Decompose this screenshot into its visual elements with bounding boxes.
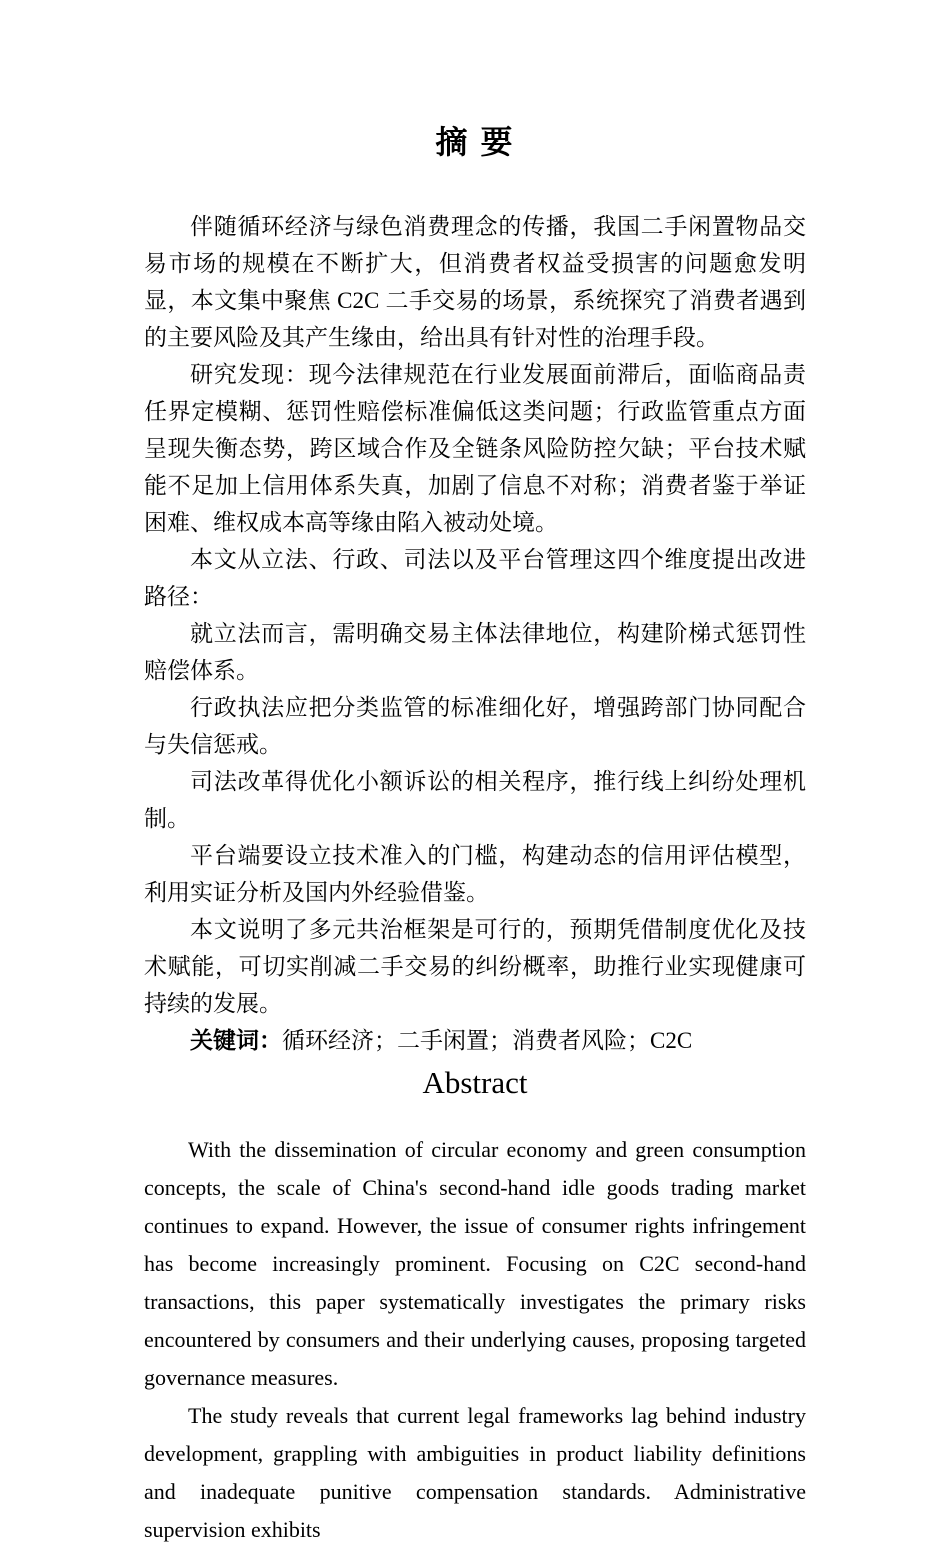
cn-paragraph: 平台端要设立技术准入的门槛，构建动态的信用评估模型，利用实证分析及国内外经验借鉴。 xyxy=(144,843,806,905)
cn-paragraph: 就立法而言，需明确交易主体法律地位，构建阶梯式惩罚性赔偿体系。 xyxy=(144,621,806,683)
english-abstract-title: Abstract xyxy=(422,1065,528,1100)
chinese-abstract-body xyxy=(144,208,806,1059)
cn-paragraph: 研究发现：现今法律规范在行业发展面前滞后，面临商品责任界定模糊、惩罚性赔偿标准偏低这类问题；行政监管重点方面呈现失衡态势，跨区域合作及全链条风险防控欠缺；平台技术赋能不足加上信用体系失真，加剧了信息不对称；消费者鉴于举证困难、维权成本高等缘由陷入被动处境。 xyxy=(144,362,806,535)
en-paragraph: The study reveals that current legal frameworks lag behind industry development, grappling with ambiguities in product liability definitions and inadequate punitive compensation standards. Administrative supervision exhibits xyxy=(144,1402,806,1542)
cn-paragraph: 伴随循环经济与绿色消费理念的传播，我国二手闲置物品交易市场的规模在不断扩大，但消费者权益受损害的问题愈发明显，本文集中聚焦 C2C 二手交易的场景，系统探究了消费者遇到的主要风险及其产生缘由，给出具有针对性的治理手段。 xyxy=(144,214,806,350)
cn-paragraph: 司法改革得优化小额诉讼的相关程序，推行线上纠纷处理机制。 xyxy=(144,769,806,831)
en-paragraph: With the dissemination of circular economy and green consumption concepts, the scale of China's second-hand idle goods trading market continues to expand. However, the issue of consumer rights infringement has become increasingly prominent. Focusing on C2C second-hand transactions, this paper systematically investigates the primary risks encountered by consumers and their underlying causes, proposing targeted governance measures. xyxy=(144,1136,806,1390)
cn-paragraph: 本文说明了多元共治框架是可行的，预期凭借制度优化及技术赋能，可切实削减二手交易的纠纷概率，助推行业实现健康可持续的发展。 xyxy=(144,917,806,1016)
keywords-line xyxy=(144,1022,806,1059)
document-page xyxy=(0,122,950,1542)
english-abstract-body xyxy=(144,1131,806,1549)
cn-paragraph: 行政执法应把分类监管的标准细化好，增强跨部门协同配合与失信惩戒。 xyxy=(144,695,806,757)
keywords-value: 循环经济；二手闲置；消费者风险；C2C xyxy=(282,1028,693,1053)
cn-paragraph: 本文从立法、行政、司法以及平台管理这四个维度提出改进路径： xyxy=(144,547,806,609)
chinese-abstract-title: 摘 要 xyxy=(435,124,515,160)
keywords-label: 关键词： xyxy=(190,1028,282,1053)
